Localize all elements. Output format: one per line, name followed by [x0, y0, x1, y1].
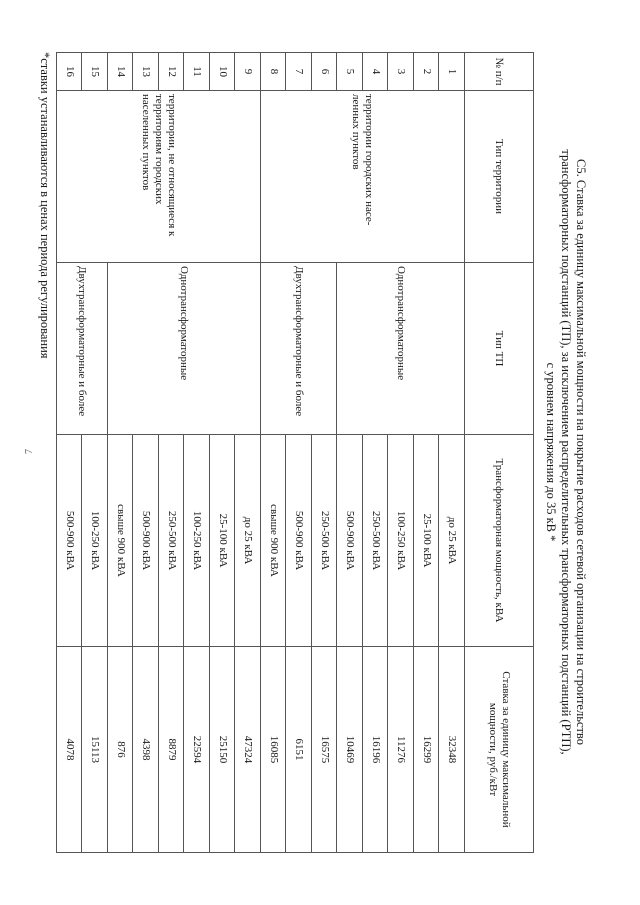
- row-rate: 47324: [235, 647, 261, 853]
- row-number: 3: [388, 53, 414, 91]
- row-power: до 25 кВА: [439, 435, 465, 647]
- row-rate: 16299: [414, 647, 440, 853]
- rates-table: [56, 52, 534, 853]
- row-rate: 4398: [133, 647, 159, 853]
- row-rate: 32348: [439, 647, 465, 853]
- title-line: С5. Ставка за единицу максимальной мощности на покрытие расходов сетевой организации на строительство: [574, 159, 588, 745]
- row-number: 4: [363, 53, 389, 91]
- row-number: 10: [210, 53, 236, 91]
- header-num: № п/п: [465, 53, 534, 91]
- title-line: с уровнем напряжения до 35 кВ *: [544, 362, 558, 542]
- row-number: 5: [337, 53, 363, 91]
- row-rate: 22594: [184, 647, 210, 853]
- table-title: [543, 52, 588, 852]
- row-power: 250-500 кВА: [159, 435, 185, 647]
- row-power: 100-250 кВА: [388, 435, 414, 647]
- row-number: 1: [439, 53, 465, 91]
- tp-type-single: Однотрансформаторные: [108, 263, 261, 435]
- row-number: 15: [82, 53, 108, 91]
- row-rate: 16196: [363, 647, 389, 853]
- table-header-row: [465, 53, 534, 853]
- row-power: 500-900 кВА: [133, 435, 159, 647]
- row-power: 500-900 кВА: [337, 435, 363, 647]
- header-rate: Ставка за единицу максимальной мощности, руб./кВт: [465, 647, 534, 853]
- territory-non-urban: территории, не относящиеся к территориям городских населенных пунктов: [57, 91, 261, 263]
- table-row: [235, 53, 261, 853]
- rotated-content: [0, 52, 600, 852]
- title-line: трансформаторных подстанций (ТП), за исключением распределительных трансформаторных подстанций (РТП),: [559, 149, 573, 755]
- row-rate: 16085: [261, 647, 287, 853]
- row-power: 25-100 кВА: [210, 435, 236, 647]
- header-territory: Тип территории: [465, 91, 534, 263]
- row-power: 250-500 кВА: [363, 435, 389, 647]
- row-rate: 876: [108, 647, 134, 853]
- row-number: 11: [184, 53, 210, 91]
- tp-type-double: Двухтрансформаторные и более: [261, 263, 338, 435]
- row-power: 500-900 кВА: [286, 435, 312, 647]
- row-number: 7: [286, 53, 312, 91]
- row-rate: 25150: [210, 647, 236, 853]
- row-power: 250-500 кВА: [312, 435, 338, 647]
- row-number: 12: [159, 53, 185, 91]
- row-number: 2: [414, 53, 440, 91]
- footnote: *ставки устанавливаются в ценах периода регулирования: [38, 52, 52, 359]
- page-number: 7: [24, 449, 35, 454]
- tp-type-double: Двухтрансформаторные и более: [57, 263, 108, 435]
- row-rate: 8879: [159, 647, 185, 853]
- row-number: 9: [235, 53, 261, 91]
- row-power: 100-250 кВА: [184, 435, 210, 647]
- row-rate: 11276: [388, 647, 414, 853]
- header-power: Трансформаторная мощность, кВА: [465, 435, 534, 647]
- row-power: до 25 кВА: [235, 435, 261, 647]
- territory-urban: территории городских насе-ленных пунктов: [261, 91, 465, 263]
- row-number: 14: [108, 53, 134, 91]
- row-number: 6: [312, 53, 338, 91]
- row-number: 8: [261, 53, 287, 91]
- row-power: свыше 900 кВА: [261, 435, 287, 647]
- row-rate: 15113: [82, 647, 108, 853]
- row-rate: 10469: [337, 647, 363, 853]
- row-rate: 4078: [57, 647, 83, 853]
- header-tp-type: Тип ТП: [465, 263, 534, 435]
- row-rate: 16575: [312, 647, 338, 853]
- row-rate: 6151: [286, 647, 312, 853]
- tp-type-single: Однотрансформаторные: [337, 263, 465, 435]
- row-number: 13: [133, 53, 159, 91]
- row-power: свыше 900 кВА: [108, 435, 134, 647]
- row-power: 25-100 кВА: [414, 435, 440, 647]
- row-number: 16: [57, 53, 83, 91]
- row-power: 100-250 кВА: [82, 435, 108, 647]
- table-row: [439, 53, 465, 853]
- row-power: 500-900 кВА: [57, 435, 83, 647]
